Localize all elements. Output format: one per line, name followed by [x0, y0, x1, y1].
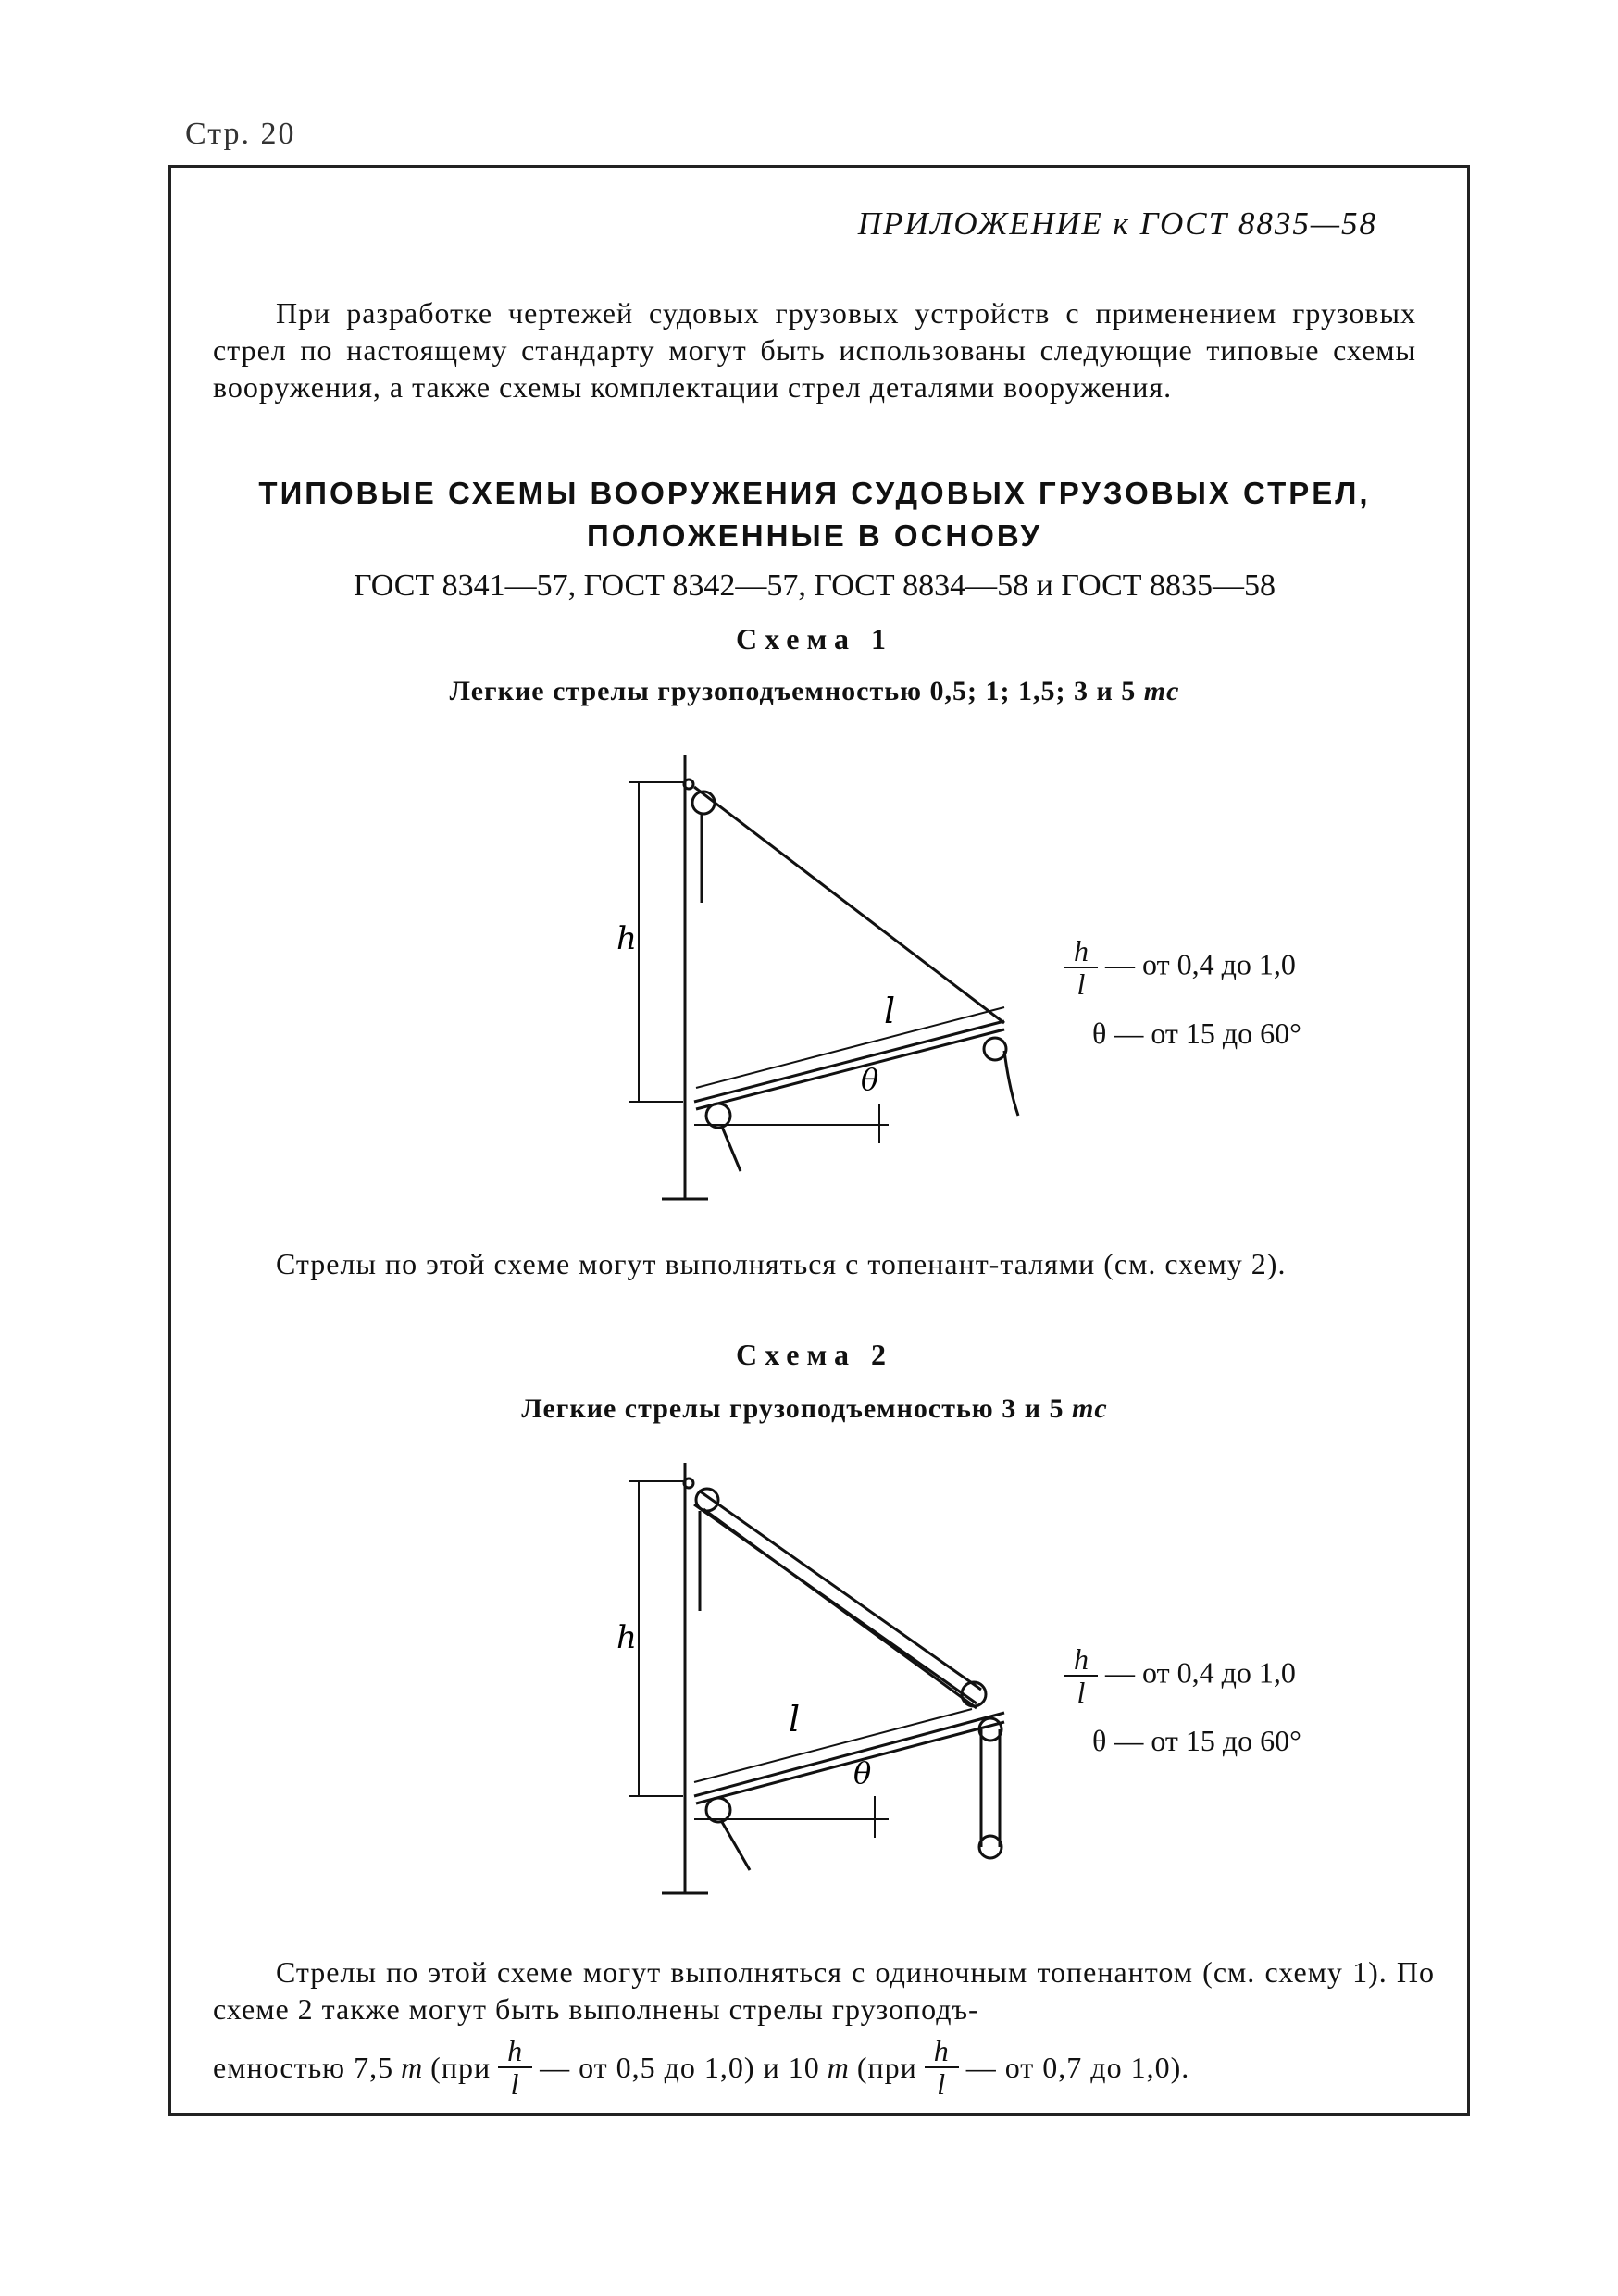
- final-note-fraction1: [498, 2035, 532, 2100]
- scheme1-ratio-range: — от 0,4 до 1,0: [1105, 947, 1296, 981]
- scheme1-label-theta: θ: [861, 1062, 879, 1097]
- scheme1-theta-symbol: θ: [1092, 1017, 1107, 1050]
- final-note-fraction2: [925, 2035, 959, 2100]
- final-note-line1: Стрелы по этой схеме могут выполняться с одиночным топенантом (см. схему 1). По схеме 2 также могут быть выполнены стрелы грузоподъ-: [213, 1955, 1435, 2026]
- scheme2-subtitle-text: Легкие стрелы грузоподъемностью 3 и 5: [521, 1393, 1064, 1424]
- scheme1-subtitle-text: Легкие стрелы грузоподъемностью 0,5; 1; 1,5; 3 и 5: [449, 676, 1137, 706]
- scheme2-ratio-num: h: [1064, 1643, 1098, 1677]
- scheme2-theta-symbol: θ: [1092, 1724, 1107, 1757]
- final-note-unit2: т: [827, 2050, 850, 2084]
- final-note-frac2-den: l: [937, 2067, 947, 2101]
- scheme2-ratio: [1064, 1643, 1296, 1708]
- final-note-frac1-den: l: [510, 2067, 520, 2101]
- scheme2-heel-line: [722, 1822, 750, 1870]
- scheme1-note-text: Стрелы по этой схеме могут выполняться с топенант-талями (см. схему 2).: [276, 1247, 1287, 1280]
- final-note-part4: (при: [856, 2050, 917, 2084]
- section-title: [213, 472, 1416, 557]
- final-note-frac1-num: h: [498, 2035, 532, 2068]
- scheme2-mast-pulley: [696, 1489, 718, 1511]
- scheme2-title: Схема 2: [735, 1338, 894, 1371]
- scheme1-diagram: [611, 745, 1046, 1208]
- scheme2-ratio-range: — от 0,4 до 1,0: [1105, 1655, 1296, 1690]
- scheme1-ratio-num: h: [1064, 935, 1098, 968]
- final-note-frac2-num: h: [925, 2035, 959, 2068]
- scheme2-ratio-den: l: [1077, 1676, 1086, 1709]
- scheme2-label-l: l: [789, 1699, 801, 1740]
- scheme2-theta-range: — от 15 до 60°: [1114, 1724, 1301, 1757]
- final-note-line3: [213, 2035, 1435, 2100]
- scheme1-heel-line: [722, 1127, 741, 1171]
- scheme1-label-l: l: [884, 991, 896, 1031]
- scheme1-theta-range: — от 15 до 60°: [1114, 1017, 1301, 1050]
- scheme1-boom-lower: [696, 1029, 1004, 1109]
- scheme1-note: [213, 1245, 1416, 1282]
- scheme1-subtitle: [213, 676, 1416, 707]
- scheme2-boom-lower: [696, 1722, 1004, 1803]
- scheme1-theta: [1092, 1017, 1301, 1051]
- final-note-part5: — от 0,7 до 1,0).: [965, 2050, 1190, 2084]
- scheme2-theta: [1092, 1724, 1301, 1758]
- intro-text: При разработке чертежей судовых грузовых устройств с применением грузовых стрел по настоящему стандарту могут быть использованы следующие типовые схемы вооружения, а также схемы комплектации стрел деталями вооружения.: [213, 296, 1416, 404]
- scheme2-topping-tackle-c: [703, 1509, 977, 1708]
- scheme2-label-h: h: [616, 1619, 637, 1656]
- scheme1-topping-lift: [694, 787, 1004, 1023]
- scheme1-cargo-line: [1004, 1051, 1018, 1116]
- scheme2-tip-block: [979, 1718, 1002, 1741]
- scheme1-label-h: h: [616, 920, 637, 957]
- scheme2-subtitle: [213, 1393, 1416, 1425]
- intro-paragraph: [213, 294, 1416, 406]
- scheme2-diagram: [611, 1454, 1046, 1916]
- scheme1-ratio-fraction: [1064, 935, 1098, 1000]
- final-note-unit1: т: [401, 2050, 424, 2084]
- final-note: [213, 1953, 1435, 2100]
- page-number: Стр. 20: [185, 117, 296, 151]
- scheme1-ratio-den: l: [1077, 967, 1086, 1001]
- scheme2-label-theta: θ: [853, 1755, 872, 1791]
- scheme2-unit: тс: [1072, 1393, 1108, 1424]
- final-note-part3: — от 0,5 до 1,0) и 10: [540, 2050, 820, 2084]
- scheme2-ratio-fraction: [1064, 1643, 1098, 1708]
- section-title-line1: ТИПОВЫЕ СХЕМЫ ВООРУЖЕНИЯ СУДОВЫХ ГРУЗОВЫХ СТРЕЛ,: [258, 476, 1371, 510]
- scheme1-l-dim: [696, 1007, 1004, 1088]
- scheme2-hook-block: [979, 1836, 1002, 1858]
- final-note-part1: емностью 7,5: [213, 2050, 394, 2084]
- scheme2-topping-tackle-a: [699, 1491, 981, 1690]
- scheme1-boom: [694, 1021, 1004, 1102]
- scheme2-boom: [694, 1713, 1004, 1796]
- scheme1-unit: тс: [1143, 676, 1180, 706]
- scheme1-boom-tip-pulley: [984, 1038, 1006, 1060]
- standards-line: ГОСТ 8341—57, ГОСТ 8342—57, ГОСТ 8834—58 и ГОСТ 8835—58: [353, 568, 1276, 603]
- scheme1-top-pin: [684, 780, 693, 789]
- scheme1-title: Схема 1: [735, 622, 894, 655]
- appendix-title: ПРИЛОЖЕНИЕ к ГОСТ 8835—58: [857, 206, 1377, 242]
- scheme2-l-dim: [694, 1709, 972, 1782]
- scheme2-top-pin: [684, 1479, 693, 1488]
- final-note-part2: (при: [430, 2050, 492, 2084]
- scheme1-ratio: [1064, 935, 1296, 1000]
- section-title-line2: ПОЛОЖЕННЫЕ В ОСНОВУ: [586, 518, 1043, 553]
